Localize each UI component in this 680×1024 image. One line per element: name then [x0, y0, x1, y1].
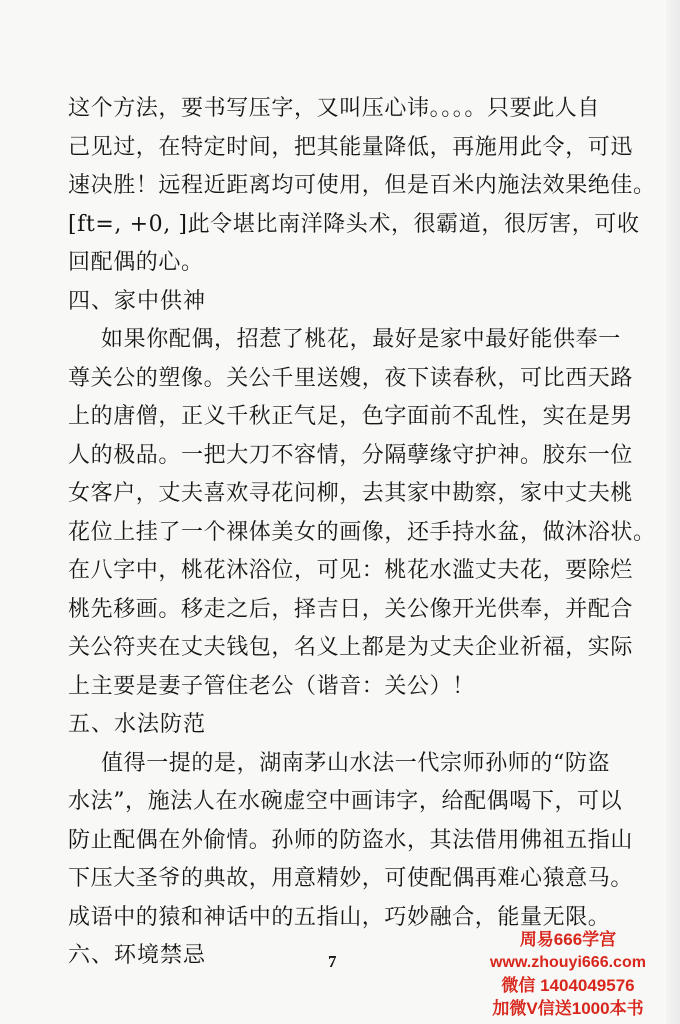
text-line-22: 成语中的猿和神话中的五指山，巧妙融合，能量无限。 — [68, 904, 611, 930]
text-line-1: 这个方法，要书写压字，又叫压心讳。。。。只要此人自 — [68, 96, 601, 121]
section-heading-4: 四、家中供神 — [68, 288, 207, 314]
text-line-4: [ft=, +0, ]此令堪比南洋降头术，很霸道，很厉害，可收 — [68, 211, 640, 237]
page-number: 7 — [328, 952, 337, 971]
text-line-15: 关公符夹在丈夫钱包，名义上都是为丈夫企业祈福，实际 — [68, 635, 634, 660]
text-line-11: 女客户，丈夫喜欢寻花问柳，去其家中勘察，家中丈夫桃 — [68, 481, 634, 506]
text-line-3: 速决胜！远程近距离均可使用，但是百米内施法效果绝佳。 — [68, 173, 656, 198]
watermark-title: 周易666学宫 — [519, 930, 617, 949]
text-line-2: 己见过，在特定时间，把其能量降低，再施用此令，可迅 — [68, 134, 634, 160]
text-line-10: 人的极品。一把大刀不容情，分隔孽缘守护神。胶东一位 — [68, 442, 634, 468]
text-line-12: 花位上挂了一个裸体美女的画像，还手持水盆，做沐浴状。 — [68, 519, 656, 545]
text-line-21: 下压大圣爷的典故，用意精妙，可使配偶再难心猿意马。 — [68, 866, 634, 891]
watermark-url: www.zhouyi666.com — [490, 954, 646, 971]
section-heading-6: 六、环境禁忌 — [68, 943, 207, 968]
text-line-16: 上主要是妻子管住老公（谐音：关公）！ — [68, 673, 475, 699]
page-edge-shadow — [666, 0, 680, 1024]
text-line-7: 如果你配偶，招惹了桃花，最好是家中最好能供奉一 — [101, 327, 621, 352]
text-line-9: 上的唐僧，正义千秋正气足，色字面前不乱性，实在是男 — [68, 404, 634, 429]
text-line-5: 回配偶的心。 — [68, 250, 204, 275]
watermark-offer: 加微V信送1000本书 — [492, 999, 644, 1018]
text-line-19: 水法”，施法人在水碗虚空中画讳字，给配偶喝下，可以 — [68, 789, 623, 814]
text-line-14: 桃先移画。移走之后，择吉日，关公像开光供奉，并配合 — [68, 596, 634, 622]
body-text — [68, 90, 656, 976]
section-heading-5: 五、水法防范 — [68, 712, 207, 737]
text-line-8: 尊关公的塑像。关公千里送嫂，夜下读春秋，可比西天路 — [68, 365, 634, 391]
text-line-18: 值得一提的是，湖南茅山水法一代宗师孙师的“防盗 — [101, 750, 611, 776]
watermark-wechat: 微信 1404049576 — [501, 976, 635, 995]
watermark — [468, 928, 668, 1020]
text-line-20: 防止配偶在外偷情。孙师的防盗水，其法借用佛祖五指山 — [68, 827, 634, 853]
text-line-13: 在八字中，桃花沐浴位，可见：桃花水滥丈夫花，要除烂 — [68, 558, 634, 583]
